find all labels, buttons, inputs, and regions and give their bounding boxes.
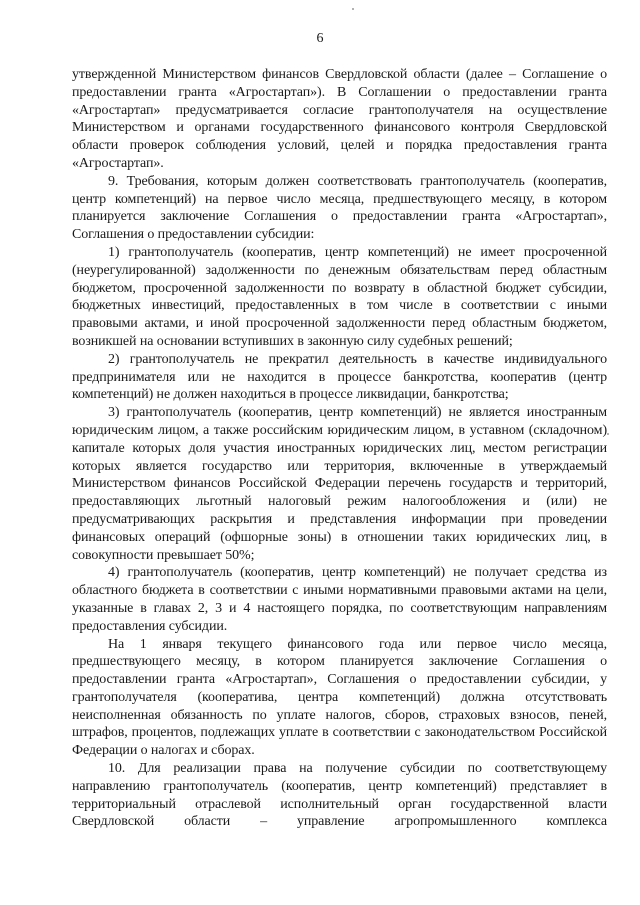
paragraph-9-requirements: 9. Требования, которым должен соответствовать грантополучатель (кооператив, центр компетенций) на первое число месяца, предшествующего месяцу, в котором планируется заключение Соглашения о предоставлении гранта «Агростартап», Соглашения о предоставлении субсидии:	[72, 173, 607, 243]
paragraph-january-requirement: На 1 января текущего финансового года или первое число месяца, предшествующего месяцу, в котором планируется заключение Соглашения о предоставлении гранта «Агростартап», Соглашения о предоставлении субсидии, у грантополучателя (кооператива, центра компетенций) должна отсутствовать неисполненная обязанность по уплате налогов, сборов, страховых взносов, пеней, штрафов, процентов, подлежащих уплате в соответствии с законодательством Российской Федерации о налогах и сборах.	[72, 636, 607, 759]
paragraph-9-item-3: 3) грантополучатель (кооператив, центр компетенций) не является иностранным юридическим лицом, а также российским юридическим лицом, в уставном (складочном) капитале которых доля участия иностранных юридических лиц, местом регистрации которых является государство или территория, включенные в утверждаемый Министерством финансов Российской Федерации перечень государств и территорий, предоставляющих льготный налоговый режим налогообложения и (или) не предусматривающих раскрытия и представления информации при проведении финансовых операций (офшорные зоны) в отношении таких юридических лиц, в совокупности превышает 50%;	[72, 405, 607, 563]
paragraph-9-item-2: 2) грантополучатель не прекратил деятельность в качестве индивидуального предпринимателя или не находится в процессе банкротства, кооператив (центр компетенций) не должен находиться в процессе ликвидации, банкротства;	[72, 351, 607, 403]
paragraph-continuation: утвержденной Министерством финансов Свердловской области (далее – Соглашение о предоставлении гранта «Агростартап»). В Соглашении о предоставлении гранта «Агростартап» предусматривается согласие грантополучателя на осуществление Министерством и органами государственного финансового контроля Свердловской области проверок соблюдения условий, целей и порядка предоставления гранта «Агростартап».	[72, 67, 607, 171]
page-number: 6	[316, 31, 324, 46]
scan-speck	[607, 433, 609, 435]
paragraph-9-item-4: 4) грантополучатель (кооператив, центр компетенций) не получает средства из областного бюджета в соответствии с иными нормативными правовыми актами на цели, указанные в главах 2, 3 и 4 настоящего порядка, по соответствующим направлениям предоставления субсидии.	[72, 565, 607, 634]
paragraph-9-item-1: 1) грантополучатель (кооператив, центр компетенций) не имеет просроченной (неурегулированной) задолженности по денежным обязательствам перед областным бюджетом, просроченной задолженности по возврату в областной бюджет субсидии, бюджетных инвестиций, предоставленных в том числе в соответствии с иными правовыми актами, и иной просроченной задолженности перед областным бюджетом, возникшей на основании вступивших в законную силу судебных решений;	[72, 244, 607, 349]
document-body	[72, 66, 607, 831]
paragraph-10: 10. Для реализации права на получение субсидии по соответствующему направлению грантополучатель (кооператив, центр компетенций) представляет в территориальный отраслевой исполнительный орган государственной власти Свердловской области – управление агропромышленного комплекса	[72, 761, 607, 830]
scan-speck	[352, 8, 354, 10]
